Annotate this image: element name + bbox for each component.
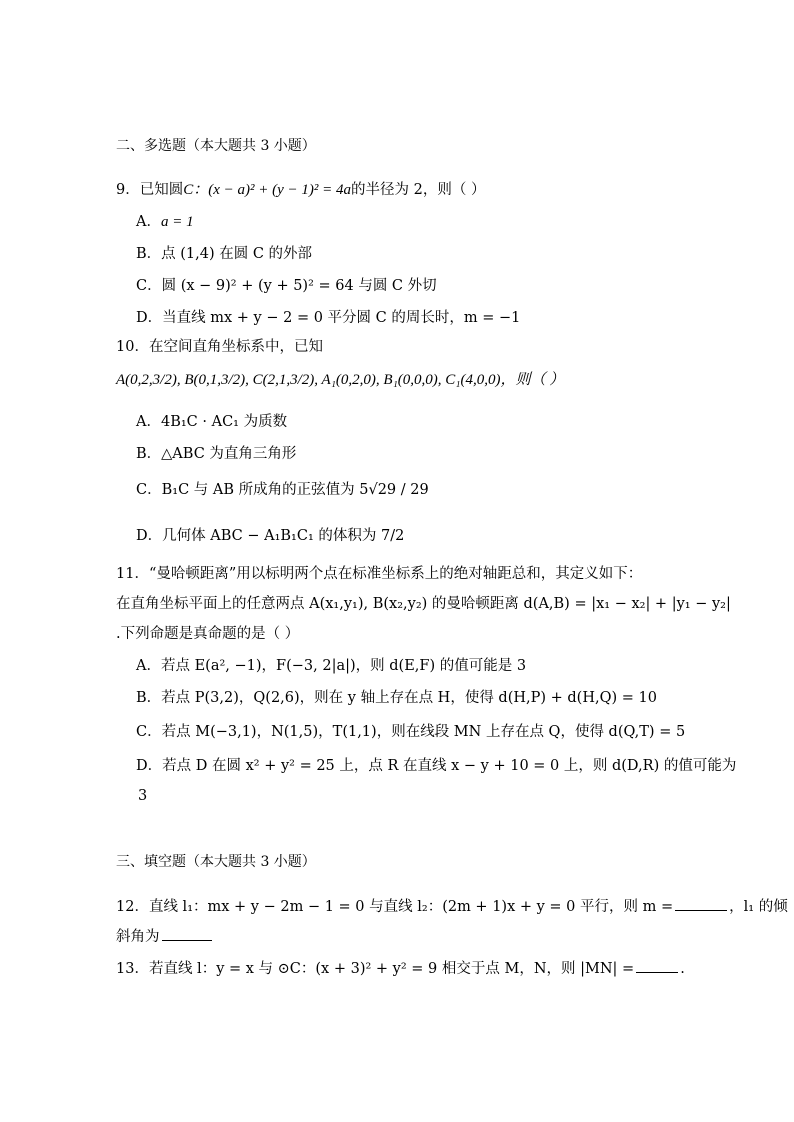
option-label: C．: [136, 278, 162, 294]
q10-points: [116, 370, 564, 390]
q11-option-d-continuation: 3: [138, 788, 148, 804]
q13-text: 13．若直线 l：y = x 与 ⊙C：(x + 3)² + y² = 9 相交于点 M，N，则 |MN| =: [116, 961, 635, 977]
option-text: 圆 (x − 9)² + (y + 5)² = 64 与圆 C 外切: [161, 278, 437, 294]
q11-option-b: [136, 688, 657, 708]
q11-option-c: [136, 722, 685, 742]
q9-option-d: [136, 308, 520, 328]
option-text: B₁C 与 AB 所成角的正弦值为 5√29 / 29: [161, 482, 429, 498]
option-text: 若点 E(a², −1)，F(−3, 2|a|)，则 d(E,F) 的值可能是 3: [160, 658, 527, 674]
option-label: B．: [136, 446, 162, 462]
q9-stem-start: 9．已知圆: [116, 182, 184, 198]
option-text: 4B₁C · AC₁ 为质数: [160, 414, 288, 430]
question-9-stem: [116, 180, 485, 200]
q12-text-mid: ，l₁ 的倾: [729, 899, 788, 915]
question-11-stem-line-2: 在直角坐标平面上的任意两点 A(x₁,y₁), B(x₂,y₂) 的曼哈顿距离 d(A,B) = |x₁ − x₂| + |y₁ − y₂|: [116, 596, 731, 612]
section-title-fill-in: 三、填空题（本大题共 3 小题）: [116, 854, 316, 870]
option-label: B．: [136, 690, 162, 706]
q9-option-a: [136, 212, 194, 232]
question-12-line-1: [116, 896, 788, 917]
question-11-stem-line-3: .下列命题是真命题的是（ ）: [116, 626, 300, 642]
section-title-multiple-choice: 二、多选题（本大题共 3 小题）: [116, 138, 316, 154]
q9-option-c: [136, 276, 437, 296]
q11-option-d: [136, 756, 736, 776]
option-text: 若点 D 在圆 x² + y² = 25 上，点 R 在直线 x − y + 10 = 0 上，则 d(D,R) 的值可能为: [162, 758, 737, 774]
option-text: 当直线 mx + y − 2 = 0 平分圆 C 的周长时，m = −1: [162, 310, 521, 326]
q10-option-d: [136, 526, 404, 546]
q12-text-line2: 斜角为: [116, 929, 160, 945]
option-text: 若点 M(−3,1)，N(1,5)，T(1,1)，则在线段 MN 上存在点 Q，使得 d(Q,T) = 5: [161, 724, 686, 740]
option-label: A．: [136, 414, 161, 430]
q9-stem-end: 的半径为 2，则（ ）: [351, 182, 486, 198]
question-10-stem: 10．在空间直角坐标系中，已知: [116, 339, 323, 355]
q9-option-b: [136, 244, 312, 264]
option-label: A．: [136, 658, 161, 674]
option-label: C．: [136, 724, 162, 740]
option-label: D．: [136, 528, 163, 544]
option-text: 点 (1,4) 在圆 C 的外部: [161, 246, 313, 262]
q10-option-c: [136, 480, 429, 500]
option-text: a = 1: [160, 214, 194, 230]
q12-text-start: 12．直线 l₁：mx + y − 2m − 1 = 0 与直线 l₂：(2m + 1)x + y = 0 平行，则 m =: [116, 899, 674, 915]
answer-blank-mn[interactable]: [636, 958, 678, 973]
question-11-stem-line-1: 11．“曼哈顿距离”用以标明两个点在标准坐标系上的绝对轴距总和，其定义如下：: [116, 566, 643, 582]
q11-option-a: [136, 656, 526, 676]
question-12-line-2: [116, 926, 214, 947]
option-label: C．: [136, 482, 162, 498]
option-text: 若点 P(3,2)，Q(2,6)，则在 y 轴上存在点 H，使得 d(H,P) + d(H,Q) = 10: [161, 690, 657, 706]
q9-circle-equation: C：(x − a)² + (y − 1)² = 4a: [183, 182, 352, 198]
question-13: [116, 958, 685, 979]
option-text: 几何体 ABC − A₁B₁C₁ 的体积为 7/2: [162, 528, 405, 544]
q10-point-coordinates: A(0,2,3/2), B(0,1,3/2), C(2,1,3/2), A₁(0,2,0), B₁(0,0,0), C₁(4,0,0)，则（ ）: [116, 372, 565, 388]
option-label: A．: [136, 214, 161, 230]
answer-blank-m[interactable]: [675, 896, 727, 911]
q13-end: .: [680, 961, 685, 977]
q10-option-b: [136, 444, 296, 464]
answer-blank-angle[interactable]: [162, 926, 212, 941]
option-label: D．: [136, 758, 163, 774]
option-label: B．: [136, 246, 162, 262]
q10-option-a: [136, 412, 287, 432]
option-label: D．: [136, 310, 163, 326]
option-text: △ABC 为直角三角形: [161, 446, 297, 462]
